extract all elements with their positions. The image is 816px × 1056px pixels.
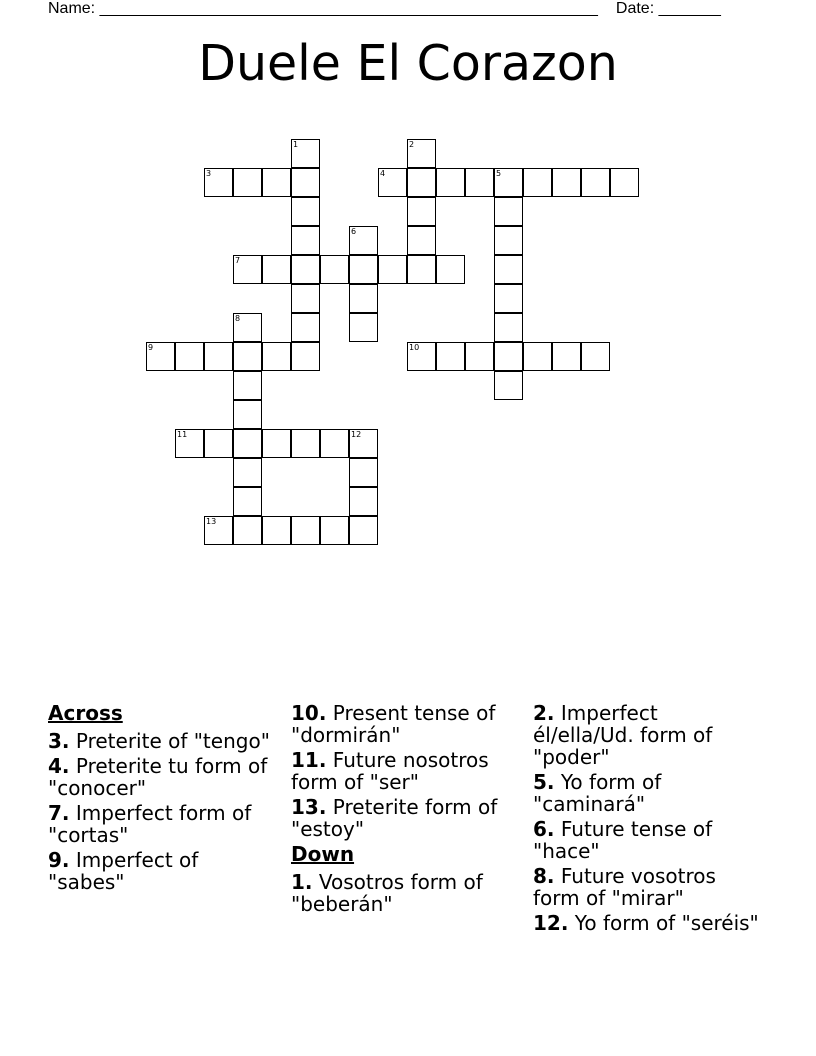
grid-cell[interactable] [407,168,436,197]
clue-text: Yo form of "caminará" [533,770,662,816]
grid-cell[interactable] [349,487,378,516]
grid-cell[interactable] [320,516,349,545]
grid-cell[interactable] [204,429,233,458]
grid-cell[interactable] [407,197,436,226]
clue-text: Imperfect of "sabes" [48,848,199,894]
clue-item [48,755,278,799]
grid-cell[interactable] [436,168,465,197]
across-clue-list [48,730,278,893]
clue-text: Future vosotros form of "mirar" [533,864,716,910]
grid-cell[interactable] [262,516,291,545]
grid-cell[interactable] [610,168,639,197]
grid-cell[interactable] [581,342,610,371]
grid-cell[interactable] [436,342,465,371]
grid-cell[interactable] [465,342,494,371]
grid-cell[interactable] [320,429,349,458]
grid-cell[interactable] [175,342,204,371]
grid-cell[interactable] [233,458,262,487]
grid-cell[interactable] [523,168,552,197]
clue-num: 7. [48,801,70,825]
clue-text: Future tense of "hace" [533,817,713,863]
clue-text: Imperfect form of "cortas" [48,801,252,847]
clues-column-3 [533,702,763,937]
clue-num: 4. [48,754,70,778]
across-clue-list-continued [291,702,521,840]
clue-text: Future nosotros form of "ser" [291,748,489,794]
grid-cell[interactable] [291,168,320,197]
grid-cell[interactable] [262,168,291,197]
clue-num: 13. [291,795,327,819]
clue-num: 8. [533,864,555,888]
grid-cell[interactable] [552,168,581,197]
grid-cell[interactable] [349,458,378,487]
grid-cell[interactable] [291,342,320,371]
grid-cell[interactable] [465,168,494,197]
clue-num: 9. [48,848,70,872]
grid-cell[interactable] [291,255,320,284]
clue-text: Imperfect él/ella/Ud. form of "poder" [533,701,713,769]
grid-cell[interactable] [349,255,378,284]
clue-text: Preterite of "tengo" [69,729,270,753]
clue-num: 1. [291,870,313,894]
clue-number: 5 [496,169,502,178]
clue-text: Preterite form of "estoy" [291,795,498,841]
grid-cell[interactable] [407,226,436,255]
grid-cell[interactable] [233,400,262,429]
grid-cell[interactable] [407,255,436,284]
clue-number: 6 [351,227,357,236]
clue-number: 9 [148,343,154,352]
name-field-label[interactable]: Name: ________________________________________________________ [48,0,598,17]
grid-cell[interactable] [349,313,378,342]
clue-item [48,849,278,893]
clue-number: 8 [235,314,241,323]
clue-text: Preterite tu form of "conocer" [48,754,268,800]
clue-item [48,730,278,752]
clue-item [291,796,521,840]
grid-cell[interactable] [233,168,262,197]
grid-cell[interactable] [494,313,523,342]
clue-item [533,771,763,815]
grid-cell[interactable] [262,342,291,371]
grid-cell[interactable] [233,429,262,458]
grid-cell[interactable] [494,342,523,371]
grid-cell[interactable] [291,284,320,313]
clue-text: Present tense of "dormirán" [291,701,496,747]
clue-item [291,702,521,746]
clue-text: Yo form of "seréis" [568,911,759,935]
grid-cell[interactable] [291,197,320,226]
clue-number: 3 [206,169,212,178]
date-field-label[interactable]: Date: _______ [615,0,721,17]
grid-cell[interactable] [233,371,262,400]
clue-num: 10. [291,701,327,725]
grid-cell[interactable] [523,342,552,371]
grid-cell[interactable] [436,255,465,284]
clue-number: 7 [235,256,241,265]
clue-number: 2 [409,140,415,149]
clue-item [48,802,278,846]
down-clue-list [291,871,521,915]
clues-column-2 [291,702,521,918]
grid-cell[interactable] [349,284,378,313]
clue-num: 12. [533,911,569,935]
grid-cell[interactable] [320,255,349,284]
clue-number: 12 [351,430,362,439]
clue-num: 3. [48,729,70,753]
down-clue-list-continued [533,702,763,934]
grid-cell[interactable] [262,255,291,284]
clue-item [533,818,763,862]
clue-number: 11 [177,430,188,439]
clue-number: 13 [206,517,217,526]
clue-num: 6. [533,817,555,841]
grid-cell[interactable] [233,487,262,516]
clue-item [291,871,521,915]
clue-item [533,702,763,768]
grid-cell[interactable] [378,255,407,284]
grid-cell[interactable] [581,168,610,197]
clue-number: 10 [409,343,420,352]
across-heading: Across [48,701,123,725]
grid-cell[interactable] [494,255,523,284]
down-heading: Down [291,842,355,866]
grid-cell[interactable] [204,342,233,371]
grid-cell[interactable] [494,371,523,400]
clues-column-1 [48,702,278,896]
grid-cell[interactable] [291,226,320,255]
clue-item [291,749,521,793]
clue-number: 1 [293,140,299,149]
puzzle-title: Duele El Corazon [198,35,618,92]
grid-cell[interactable] [494,226,523,255]
clue-num: 11. [291,748,327,772]
grid-cell[interactable] [233,342,262,371]
grid-cell[interactable] [291,313,320,342]
grid-cell[interactable] [291,429,320,458]
clue-number: 4 [380,169,386,178]
clue-num: 2. [533,701,555,725]
grid-cell[interactable] [291,516,320,545]
grid-cell[interactable] [494,284,523,313]
grid-cell[interactable] [262,429,291,458]
grid-cell[interactable] [349,516,378,545]
grid-cell[interactable] [494,197,523,226]
clue-text: Vosotros form of "beberán" [291,870,483,916]
clue-item [533,912,763,934]
grid-cell[interactable] [233,516,262,545]
grid-cell[interactable] [552,342,581,371]
clue-num: 5. [533,770,555,794]
clue-item [533,865,763,909]
